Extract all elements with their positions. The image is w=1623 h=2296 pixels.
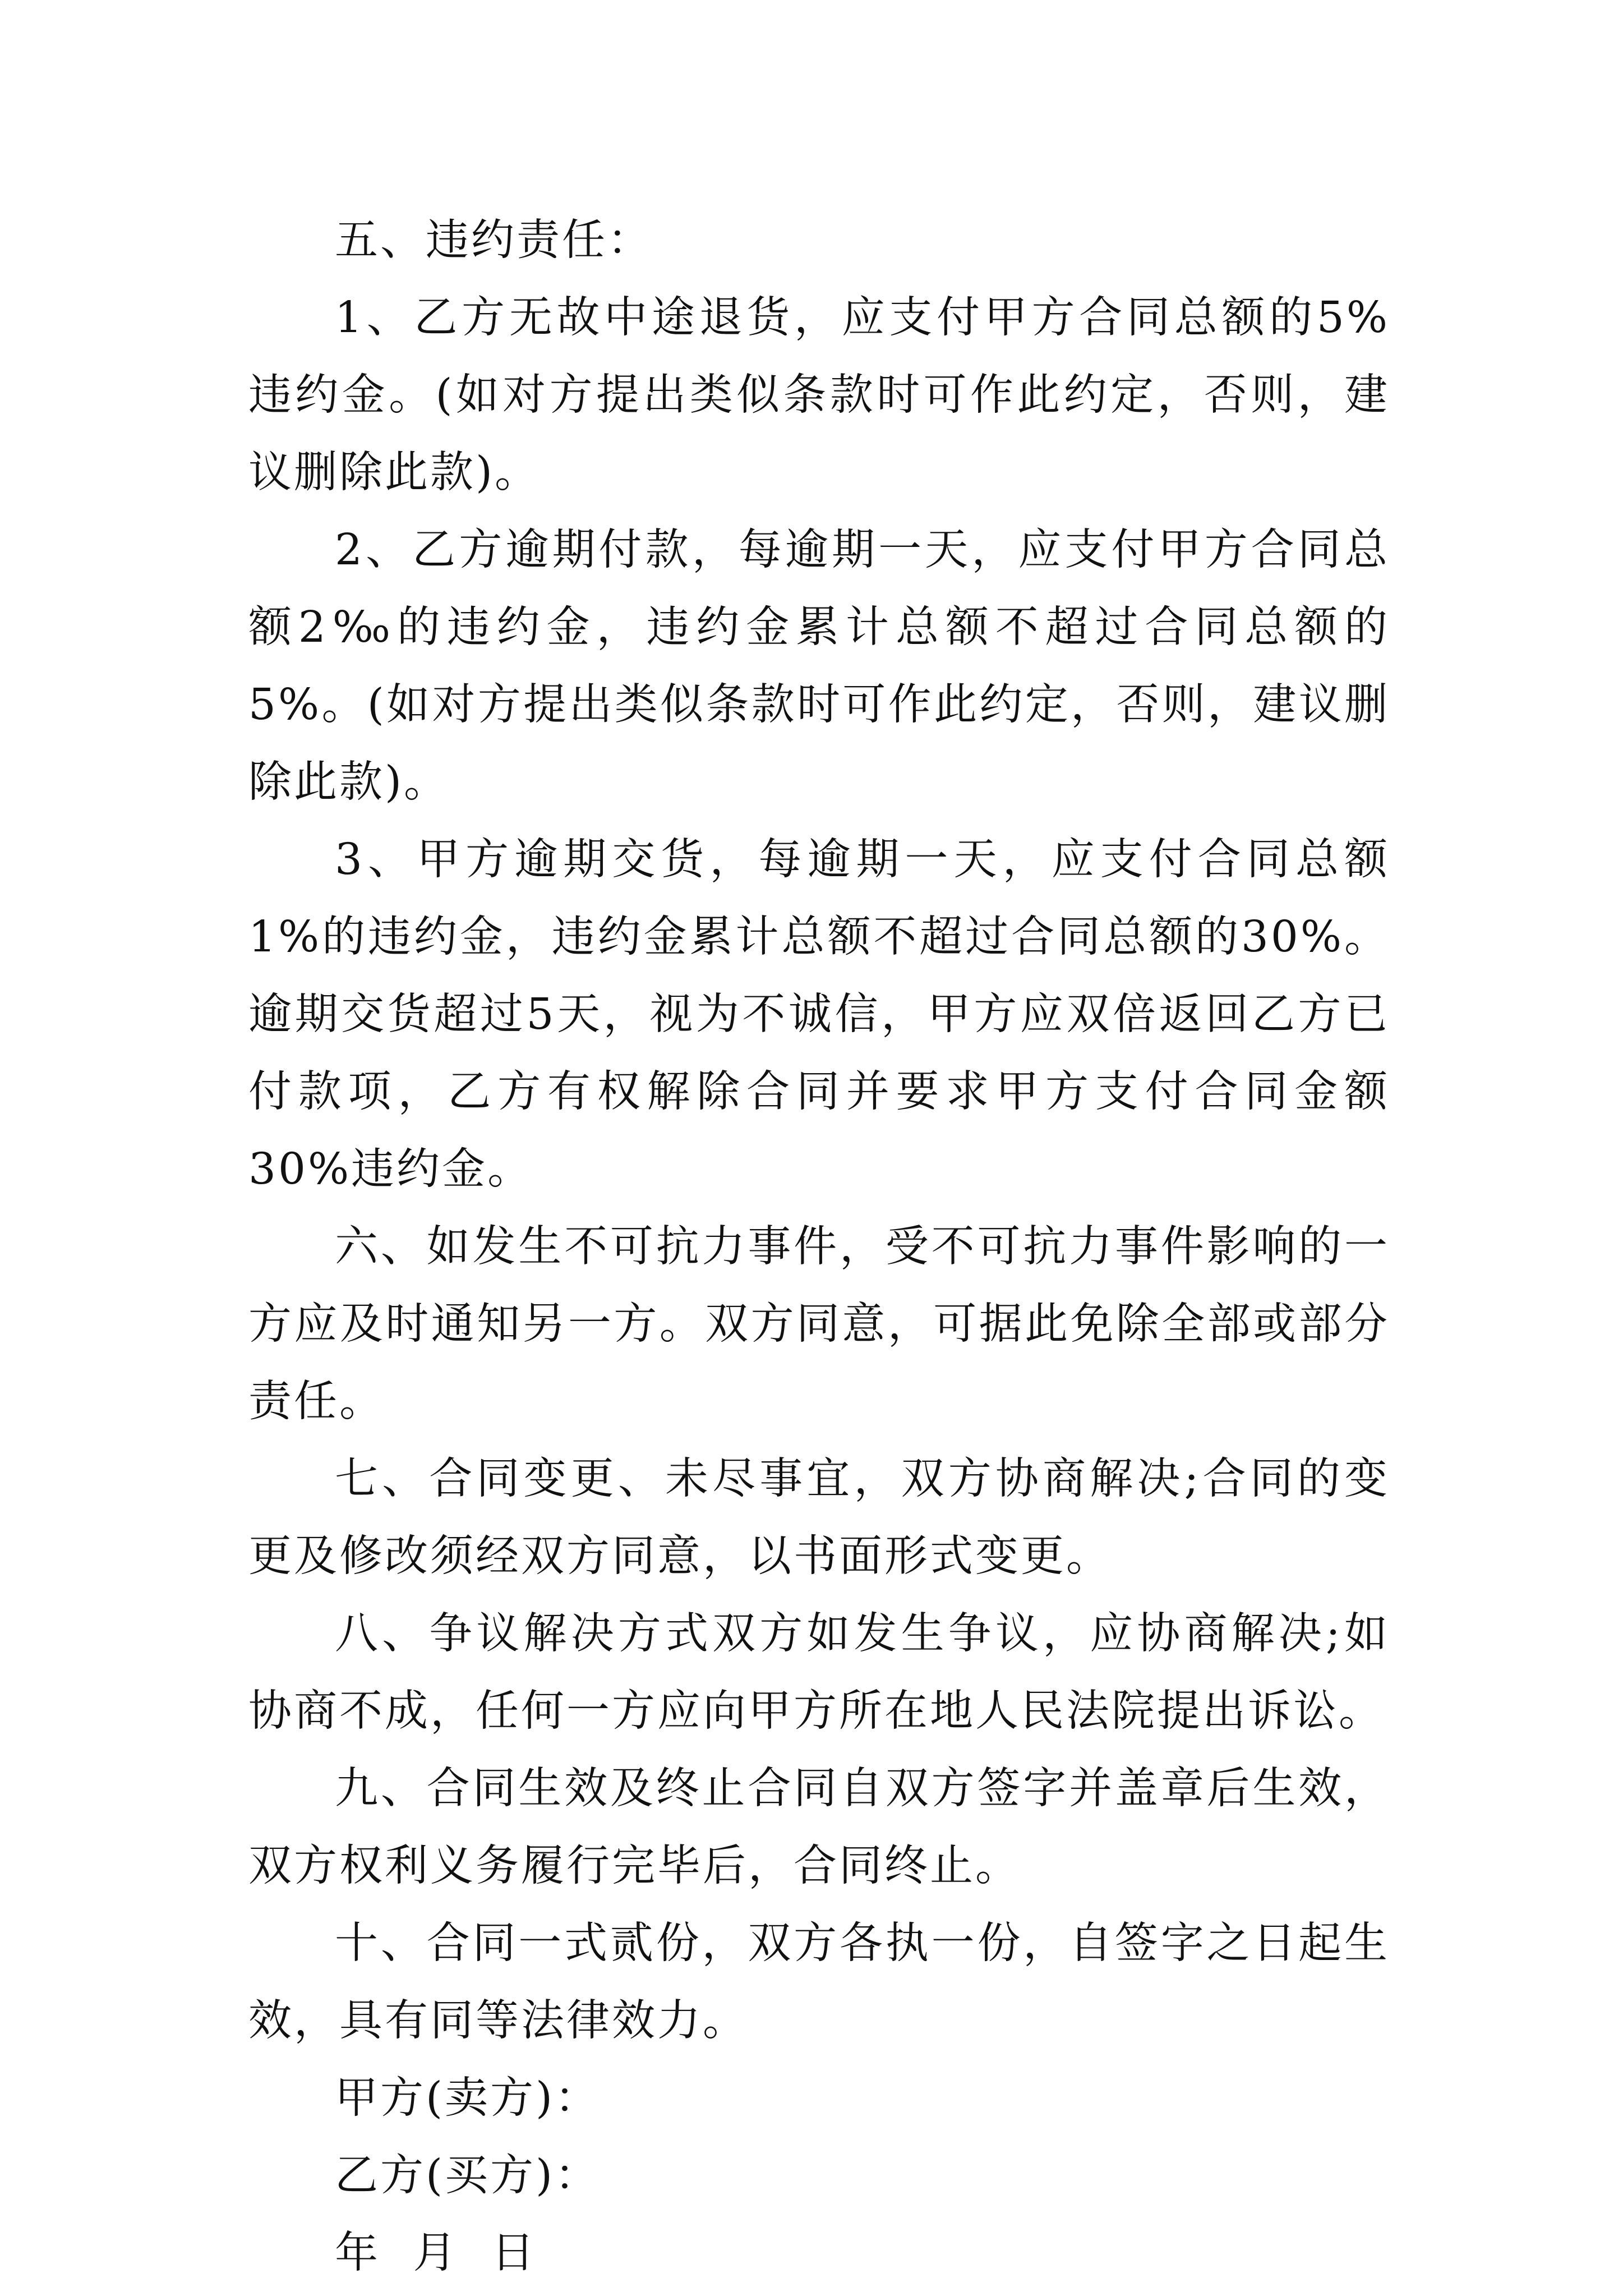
clause-late-payment: 2、乙方逾期付款，每逾期一天，应支付甲方合同总额2‰的违约金，违约金累计总额不超过合同总额的5%。(如对方提出类似条款时可作此约定，否则，建议删除此款)。 [248, 525, 1390, 807]
section-breach-heading: 五、违约责任： [335, 215, 653, 265]
clause-late-delivery: 3、甲方逾期交货，每逾期一天，应支付合同总额1%的违约金，违约金累计总额不超过合同总额的30%。逾期交货超过5天，视为不诚信，甲方应双倍返回乙方已付款项，乙方有权解除合同并要求甲方支付合同金额30%违约金。 [248, 835, 1390, 1194]
section-effect-termination: 九、合同生效及终止合同自双方签字并盖章后生效，双方权利义务履行完毕后，合同终止。 [248, 1764, 1390, 1891]
signature-date: 年 月 日 [335, 2228, 537, 2278]
section-dispute-resolution: 八、争议解决方式双方如发生争议，应协商解决;如协商不成，任何一方应向甲方所在地人民法院提出诉讼。 [248, 1609, 1390, 1736]
signature-party-a: 甲方(卖方)： [335, 2073, 601, 2123]
clause-return-penalty: 1、乙方无故中途退货，应支付甲方合同总额的5%违约金。(如对方提出类似条款时可作此约定，否则，建议删除此款)。 [248, 293, 1390, 498]
signature-party-b: 乙方(买方)： [335, 2151, 601, 2201]
document-page [248, 202, 1390, 2292]
section-contract-change: 七、合同变更、未尽事宜，双方协商解决;合同的变更及修改须经双方同意，以书面形式变更。 [248, 1454, 1390, 1581]
section-force-majeure: 六、如发生不可抗力事件，受不可抗力事件影响的一方应及时通知另一方。双方同意，可据此免除全部或部分责任。 [248, 1222, 1390, 1427]
section-copies: 十、合同一式贰份，双方各执一份，自签字之日起生效，具有同等法律效力。 [248, 1918, 1390, 2046]
